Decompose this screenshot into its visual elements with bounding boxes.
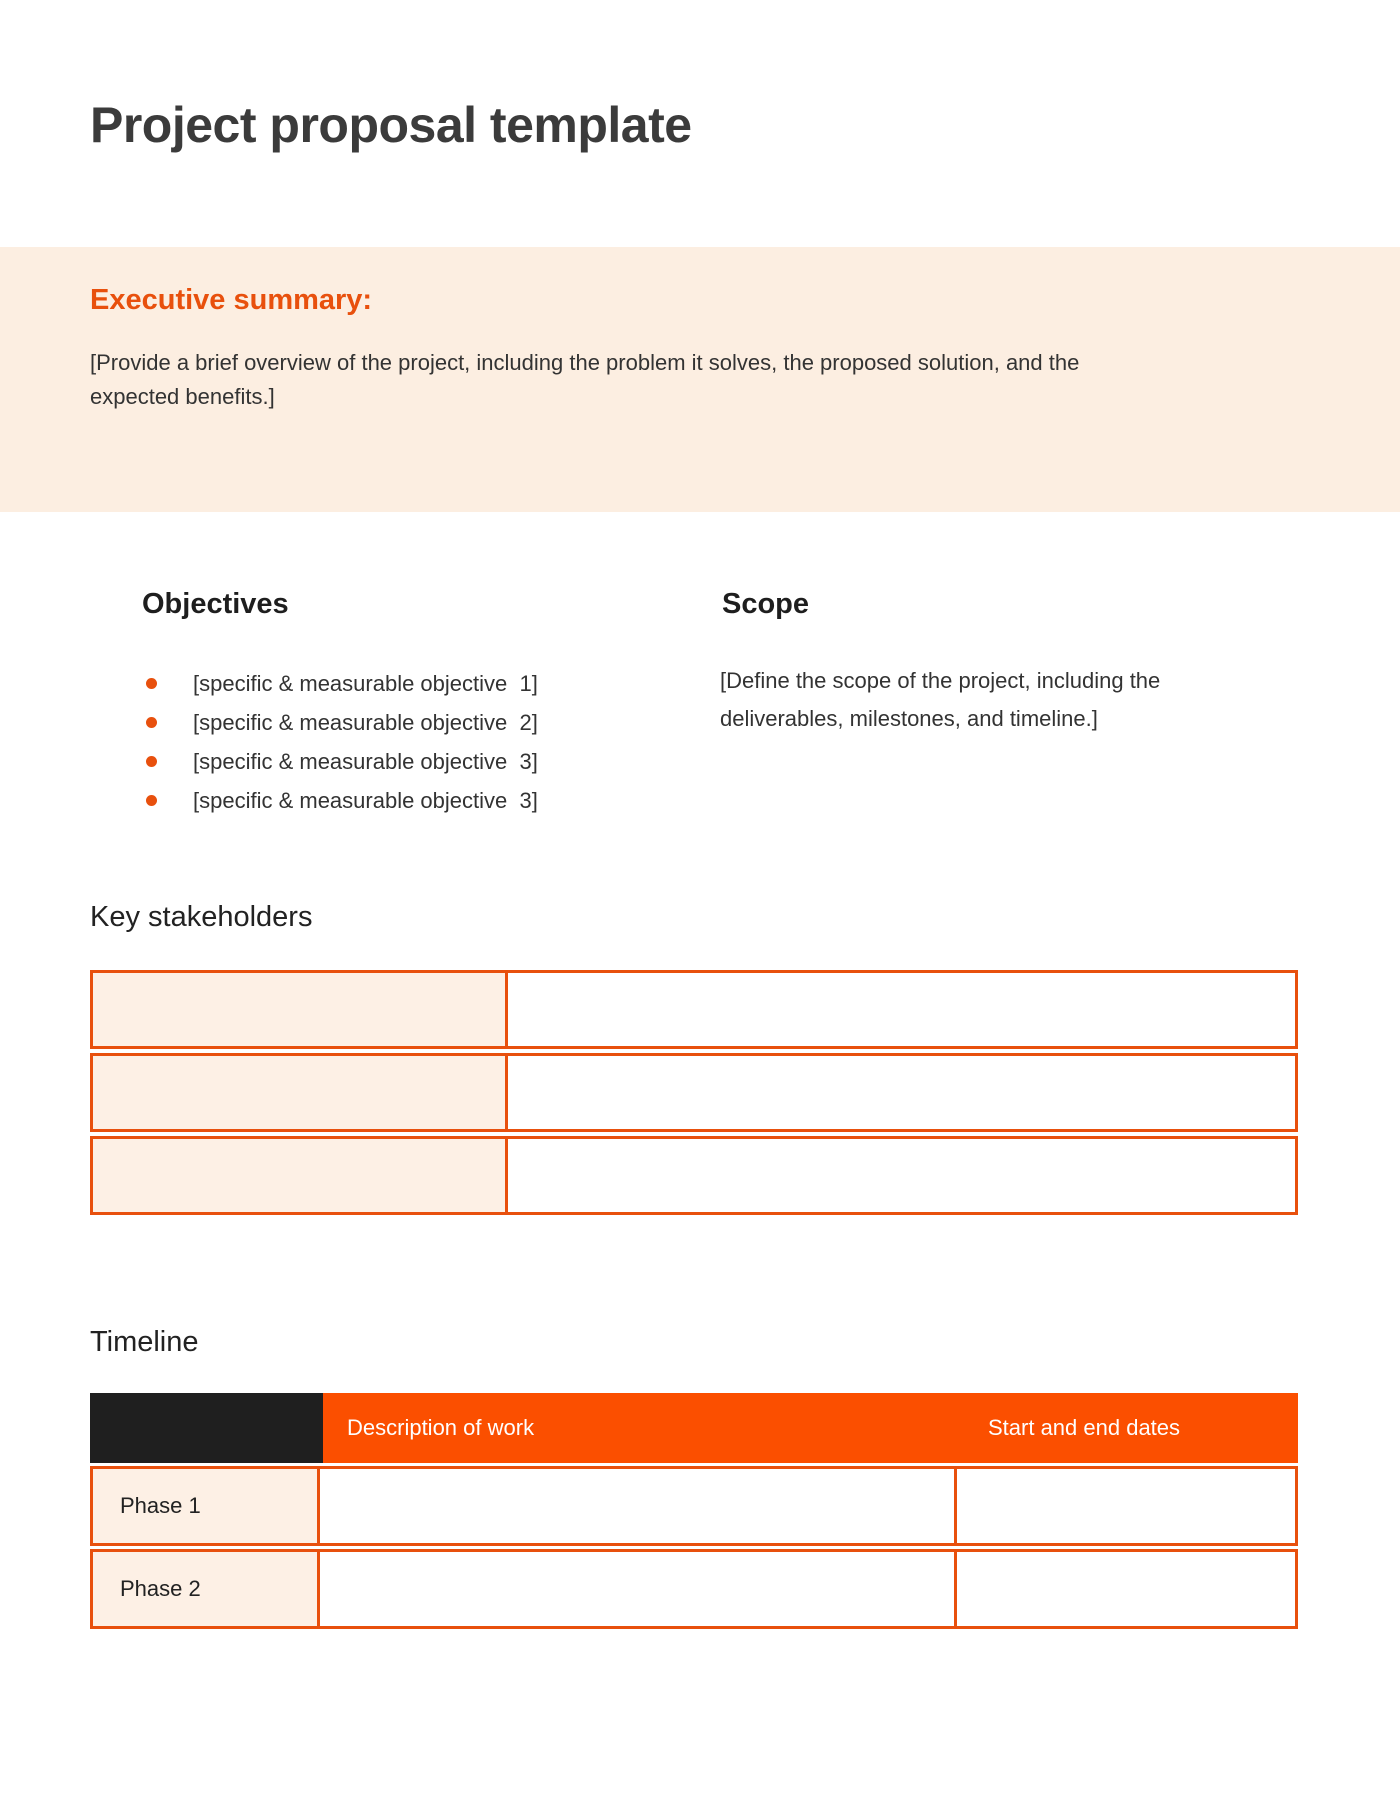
phase-description-cell — [320, 1469, 957, 1543]
stakeholder-label-cell — [93, 1139, 508, 1212]
phase-label-cell: Phase 1 — [93, 1469, 320, 1543]
objective-item-label: [specific & measurable objective 1] — [193, 670, 538, 696]
timeline-dates-header: Start and end dates — [963, 1393, 1298, 1463]
table-row — [90, 970, 1298, 1049]
page-title: Project proposal template — [90, 97, 692, 153]
bullet-icon — [146, 678, 157, 689]
stakeholder-label-cell — [93, 1056, 508, 1129]
key-stakeholders-heading: Key stakeholders — [90, 901, 313, 933]
stakeholder-value-cell — [508, 1139, 1295, 1212]
stakeholder-label-cell — [93, 973, 508, 1046]
bullet-icon — [146, 756, 157, 767]
objectives-list — [146, 664, 538, 820]
timeline-table — [90, 1393, 1298, 1632]
executive-summary-heading: Executive summary: — [90, 284, 373, 316]
stakeholders-table — [90, 970, 1298, 1219]
scope-heading: Scope — [722, 588, 810, 620]
table-row — [90, 1053, 1298, 1132]
objective-item-label: [specific & measurable objective 3] — [193, 787, 538, 813]
phase-description-cell — [320, 1552, 957, 1626]
stakeholder-value-cell — [508, 973, 1295, 1046]
table-row — [90, 1136, 1298, 1215]
objective-item — [146, 781, 538, 820]
timeline-description-header: Description of work — [323, 1393, 963, 1463]
phase-dates-cell — [957, 1552, 1295, 1626]
timeline-corner-cell — [90, 1393, 323, 1463]
objective-item — [146, 664, 538, 703]
phase-dates-cell — [957, 1469, 1295, 1543]
table-row — [90, 1549, 1298, 1629]
objective-item — [146, 703, 538, 742]
timeline-heading: Timeline — [90, 1326, 199, 1358]
bullet-icon — [146, 717, 157, 728]
timeline-header-row — [90, 1393, 1298, 1463]
executive-summary-section — [0, 247, 1400, 512]
scope-body: [Define the scope of the project, including the deliverables, milestones, and timeline.] — [720, 668, 1161, 731]
bullet-icon — [146, 795, 157, 806]
stakeholder-value-cell — [508, 1056, 1295, 1129]
table-row — [90, 1466, 1298, 1546]
objective-item — [146, 742, 538, 781]
executive-summary-body: [Provide a brief overview of the project, including the problem it solves, the proposed solution, and the expected benefits.] — [90, 350, 1080, 409]
objective-item-label: [specific & measurable objective 3] — [193, 748, 538, 774]
phase-label-cell: Phase 2 — [93, 1552, 320, 1626]
objective-item-label: [specific & measurable objective 2] — [193, 709, 538, 735]
objectives-heading: Objectives — [142, 588, 289, 620]
